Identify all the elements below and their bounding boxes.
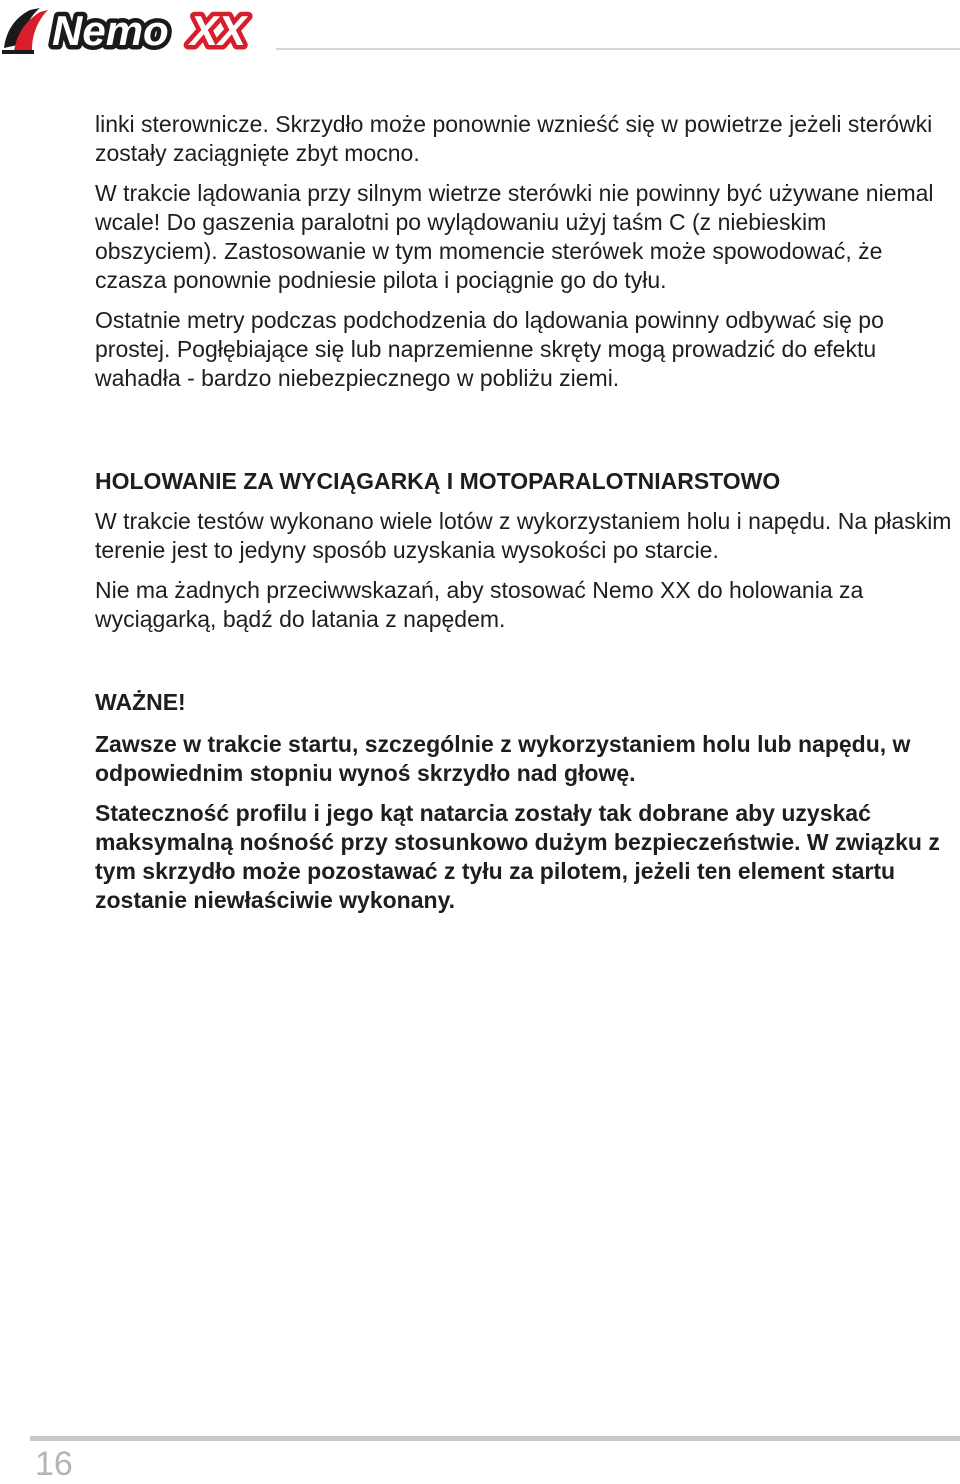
footer-divider bbox=[30, 1436, 960, 1441]
page-content bbox=[95, 110, 955, 915]
paragraph: Stateczność profilu i jego kąt natarcia zostały tak dobrane aby uzyskać maksymalną nośność przy stosunkowo dużym bezpieczeństwie. W związku z tym skrzydło może pozostawać z tyłu za pilotem, jeżeli ten element startu zostanie niewłaściwie wykonany. bbox=[95, 800, 940, 913]
page-header bbox=[0, 0, 960, 60]
paragraph: linki sterownicze. Skrzydło może ponownie wznieść się w powietrze jeżeli sterówki zostały zaciągnięte zbyt mocno. bbox=[95, 111, 933, 166]
page-number: 16 bbox=[35, 1445, 73, 1483]
svg-text:XX: XX bbox=[190, 7, 247, 54]
header-divider bbox=[276, 48, 960, 50]
section-heading: WAŻNE! bbox=[95, 689, 186, 715]
nemo-xx-logo bbox=[0, 4, 272, 56]
paragraph: W trakcie lądowania przy silnym wietrze sterówki nie powinny być używane niemal wcale! Do gaszenia paralotni po wylądowaniu użyj taśm C (z niebieskim obszyciem). Zastosowanie w tym momencie sterówek może spowodować, że czasza ponownie podniesie pilota i pociągnie go do tyłu. bbox=[95, 180, 934, 293]
section-towing bbox=[95, 467, 955, 634]
section-heading: HOLOWANIE ZA WYCIĄGARKĄ I MOTOPARALOTNIARSTOWO bbox=[95, 468, 781, 494]
wing-emblem-icon bbox=[2, 8, 48, 54]
paragraph: Ostatnie metry podczas podchodzenia do lądowania powinny odbywać się po prostej. Pogłębiające się lub naprzemienne skręty mogą prowadzić do efektu wahadła - bardzo niebezpiecznego w pobliżu ziemi. bbox=[95, 307, 884, 391]
paragraph: Nie ma żadnych przeciwwskazań, aby stosować Nemo XX do holowania za wyciągarką, bądź do latania z napędem. bbox=[95, 577, 864, 632]
svg-text:Nemo: Nemo bbox=[52, 7, 169, 54]
paragraph: W trakcie testów wykonano wiele lotów z wykorzystaniem holu i napędu. Na płaskim terenie jest to jedyny sposób uzyskania wysokości po starcie. bbox=[95, 508, 952, 563]
paragraph: Zawsze w trakcie startu, szczególnie z wykorzystaniem holu lub napędu, w odpowiednim stopniu wynoś skrzydło nad głowę. bbox=[95, 731, 911, 786]
section-landing bbox=[95, 110, 955, 393]
section-important bbox=[95, 688, 955, 915]
